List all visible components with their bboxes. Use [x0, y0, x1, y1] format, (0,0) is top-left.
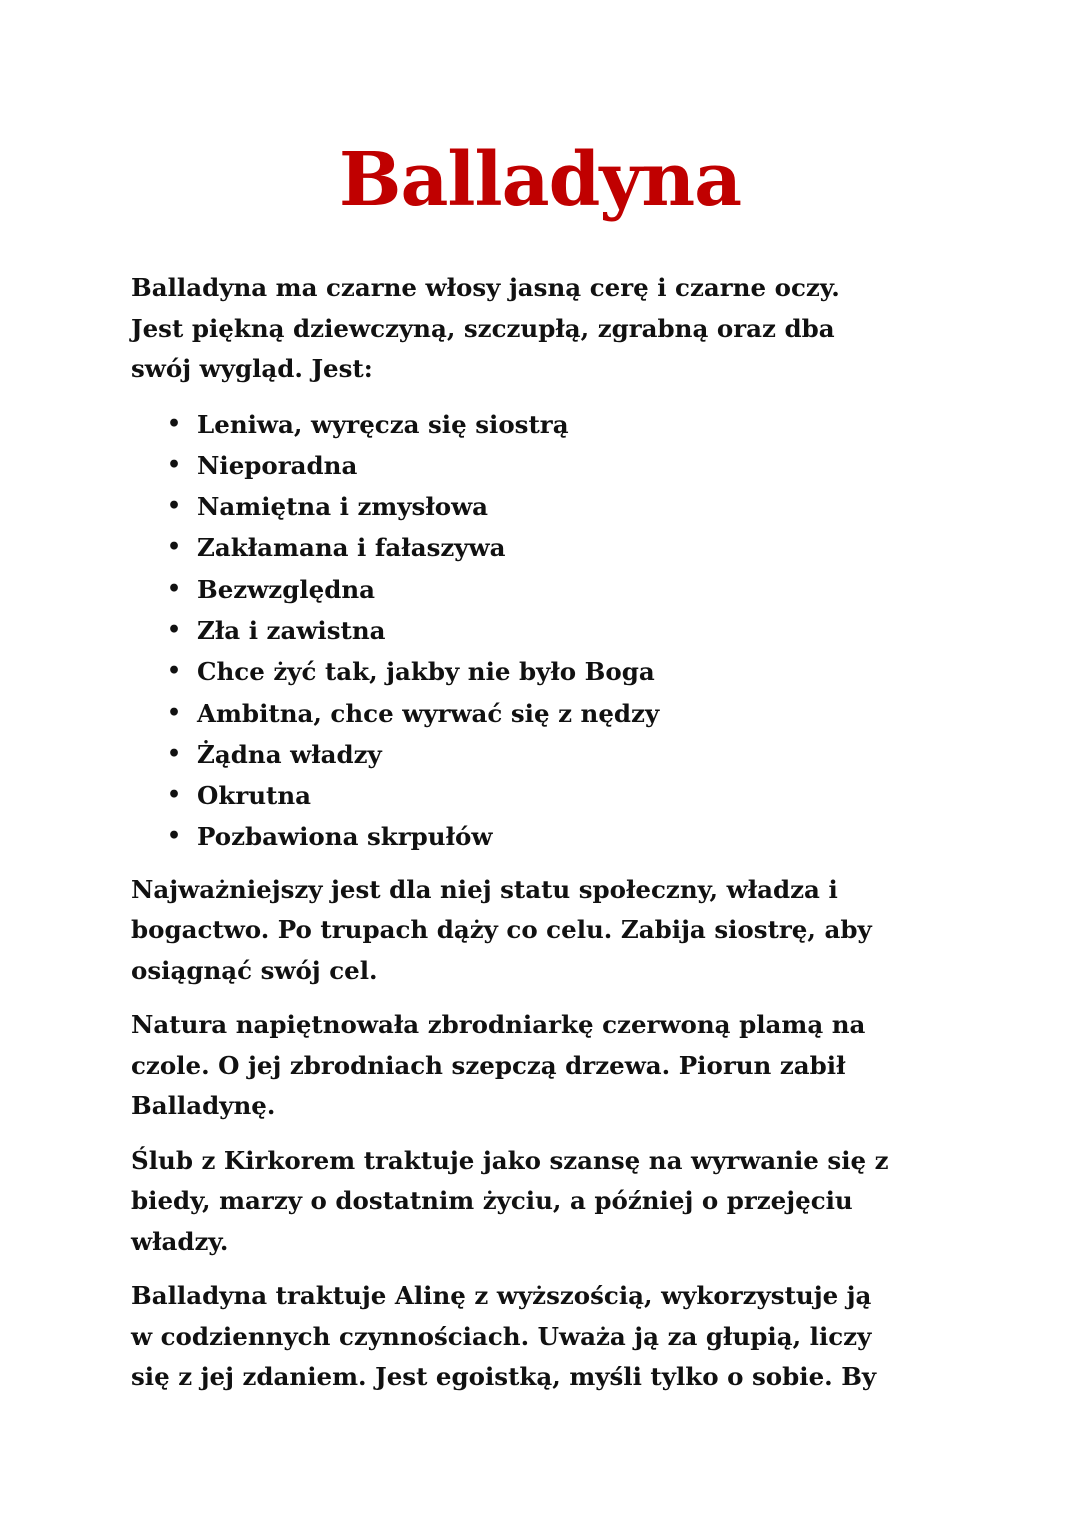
- text-line: czole. O jej zbrodniach szepczą drzewa. Piorun zabił: [131, 1050, 846, 1080]
- bullet-icon: •: [167, 534, 182, 561]
- text-line: osiągnąć swój cel.: [131, 955, 378, 985]
- trait-list-item: [167, 816, 1011, 857]
- bullet-icon: •: [167, 575, 182, 602]
- bullet-icon: •: [167, 782, 182, 809]
- trait-list-item: [167, 486, 1011, 527]
- trait-text: Pozbawiona skrpułów: [197, 822, 493, 852]
- body-paragraph: [131, 1141, 1011, 1263]
- trait-list-item: [167, 693, 1011, 734]
- document-title: Balladyna: [338, 137, 742, 223]
- text-line: w codziennych czynnościach. Uważa ją za głupią, liczy: [131, 1321, 872, 1351]
- text-line: bogactwo. Po trupach dąży co celu. Zabija siostrę, aby: [131, 915, 872, 945]
- document-body: [131, 268, 1011, 1412]
- text-line: Jest piękną dziewczyną, szczupłą, zgrabną oraz dba: [131, 313, 835, 343]
- text-line: Natura napiętnowała zbrodniarkę czerwoną plamą na: [131, 1010, 866, 1040]
- trait-text: Ambitna, chce wyrwać się z nędzy: [197, 698, 660, 728]
- bullet-icon: •: [167, 451, 182, 478]
- trait-list-item: [167, 610, 1011, 651]
- trait-text: Nieporadna: [197, 450, 358, 480]
- trait-list-item: [167, 775, 1011, 816]
- bullet-icon: •: [167, 410, 182, 437]
- trait-list-item: [167, 527, 1011, 568]
- bullet-icon: •: [167, 823, 182, 850]
- bullet-icon: •: [167, 658, 182, 685]
- text-line: się z jej zdaniem. Jest egoistką, myśli tylko o sobie. By: [131, 1362, 877, 1392]
- body-paragraph: [131, 1005, 1011, 1127]
- trait-list-item: [167, 404, 1011, 445]
- trait-text: Okrutna: [197, 781, 312, 811]
- text-line: swój wygląd. Jest:: [131, 354, 373, 383]
- text-line: biedy, marzy o dostatnim życiu, a później o przejęciu: [131, 1186, 853, 1216]
- text-line: Najważniejszy jest dla niej statu społeczny, władza i: [131, 874, 838, 904]
- bullet-icon: •: [167, 493, 182, 520]
- trait-list-item: [167, 445, 1011, 486]
- body-paragraph: [131, 870, 1011, 992]
- trait-list-item: [167, 569, 1011, 610]
- trait-text: Chce żyć tak, jakby nie było Boga: [197, 657, 655, 687]
- body-paragraph: [131, 1276, 1011, 1398]
- trait-list-item: [167, 734, 1011, 775]
- text-line: Balladyna ma czarne włosy jasną cerę i czarne oczy.: [131, 273, 840, 302]
- traits-list: [131, 404, 1011, 858]
- bullet-icon: •: [167, 699, 182, 726]
- text-line: Balladyna traktuje Alinę z wyższością, wykorzystuje ją: [131, 1281, 872, 1311]
- intro-paragraph: [131, 268, 1011, 390]
- text-line: władzy.: [131, 1226, 229, 1256]
- trait-text: Zakłamana i fałaszywa: [197, 533, 506, 563]
- bullet-icon: •: [167, 616, 182, 643]
- text-line: Ślub z Kirkorem traktuje jako szansę na wyrwanie się z: [131, 1145, 889, 1175]
- trait-text: Bezwzględna: [197, 574, 376, 604]
- trait-text: Zła i zawistna: [197, 615, 386, 645]
- trait-text: Namiętna i zmysłowa: [197, 492, 489, 522]
- trait-list-item: [167, 651, 1011, 692]
- bullet-icon: •: [167, 740, 182, 767]
- text-line: Balladynę.: [131, 1091, 276, 1121]
- trait-text: Żądna władzy: [197, 739, 382, 769]
- trait-text: Leniwa, wyręcza się siostrą: [197, 409, 569, 439]
